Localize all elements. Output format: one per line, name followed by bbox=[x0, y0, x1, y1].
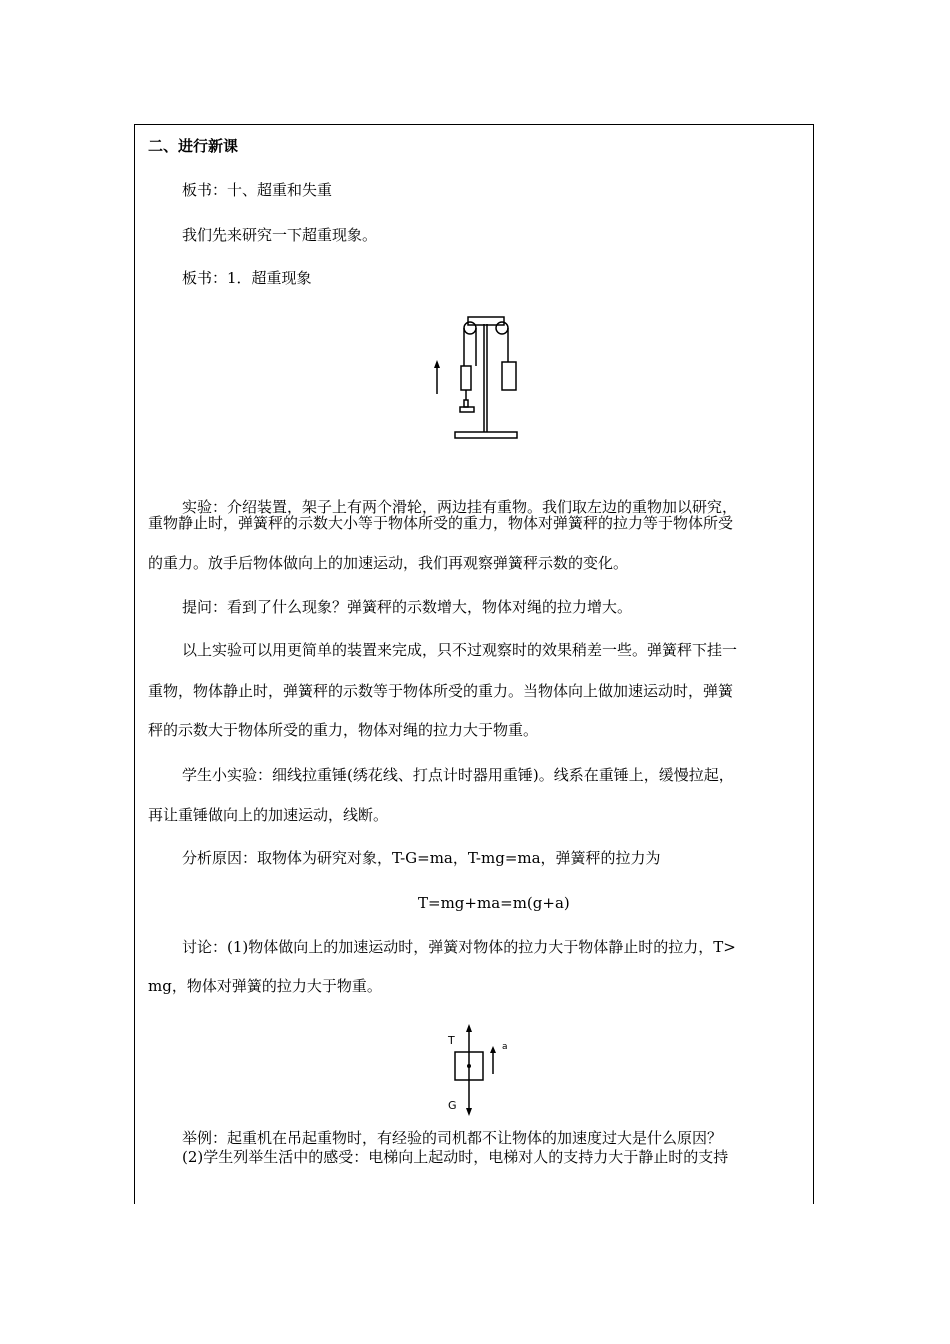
simpler-line-1: 以上实验可以用更简单的装置来完成，只不过观察时的效果稍差一些。弹簧秤下挂一 bbox=[182, 641, 738, 659]
student-exp-line-2: 再让重锤做向上的加速运动，线断。 bbox=[148, 806, 389, 824]
simpler-line-3: 秤的示数大于物体所受的重力，物体对绳的拉力大于物重。 bbox=[148, 721, 539, 739]
board-title: 板书：十、超重和失重 bbox=[182, 181, 333, 199]
example-text: 举例：起重机在吊起重物时，有经验的司机都不让物体的加速度过大是什么原因？ bbox=[182, 1129, 723, 1147]
question-text: 提问：看到了什么现象？弹簧秤的示数增大，物体对绳的拉力增大。 bbox=[182, 598, 633, 616]
analysis-text: 分析原因：取物体为研究对象，T-G=ma，T-mg=ma，弹簧秤的拉力为 bbox=[182, 849, 661, 867]
tension-label: T bbox=[448, 1034, 455, 1047]
pulley-apparatus-figure bbox=[428, 310, 528, 442]
board-subtitle: 板书：1．超重现象 bbox=[182, 269, 312, 287]
experiment-line-1: 实验：介绍装置，架子上有两个滑轮，两边挂有重物。我们取左边的重物加以研究， bbox=[182, 498, 738, 516]
section-heading: 二、进行新课 bbox=[148, 137, 239, 155]
formula: T=mg+ma=m(g+a) bbox=[418, 894, 570, 912]
students-list-text: (2)学生列举生活中的感受：电梯向上起动时，电梯对人的支持力大于静止时的支持 bbox=[182, 1148, 729, 1166]
acceleration-label: a bbox=[502, 1042, 508, 1052]
experiment-line-2: 重物静止时，弹簧秤的示数大小等于物体所受的重力，物体对弹簧秤的拉力等于物体所受 bbox=[148, 514, 734, 532]
student-exp-line-1: 学生小实验：细线拉重锤(绣花线、打点计时器用重锤)。线系在重锤上，缓慢拉起， bbox=[182, 766, 734, 784]
free-body-diagram bbox=[440, 1024, 520, 1116]
discussion-line-1: 讨论：(1)物体做向上的加速运动时，弹簧对物体的拉力大于物体静止时的拉力，T> bbox=[182, 938, 736, 956]
gravity-label: G bbox=[448, 1099, 457, 1112]
simpler-line-2: 重物，物体静止时，弹簧秤的示数等于物体所受的重力。当物体向上做加速运动时，弹簧 bbox=[148, 682, 734, 700]
experiment-line-3: 的重力。放手后物体做向上的加速运动，我们再观察弹簧秤示数的变化。 bbox=[148, 554, 629, 572]
intro-text: 我们先来研究一下超重现象。 bbox=[182, 226, 378, 244]
discussion-line-2: mg，物体对弹簧的拉力大于物重。 bbox=[148, 977, 382, 995]
